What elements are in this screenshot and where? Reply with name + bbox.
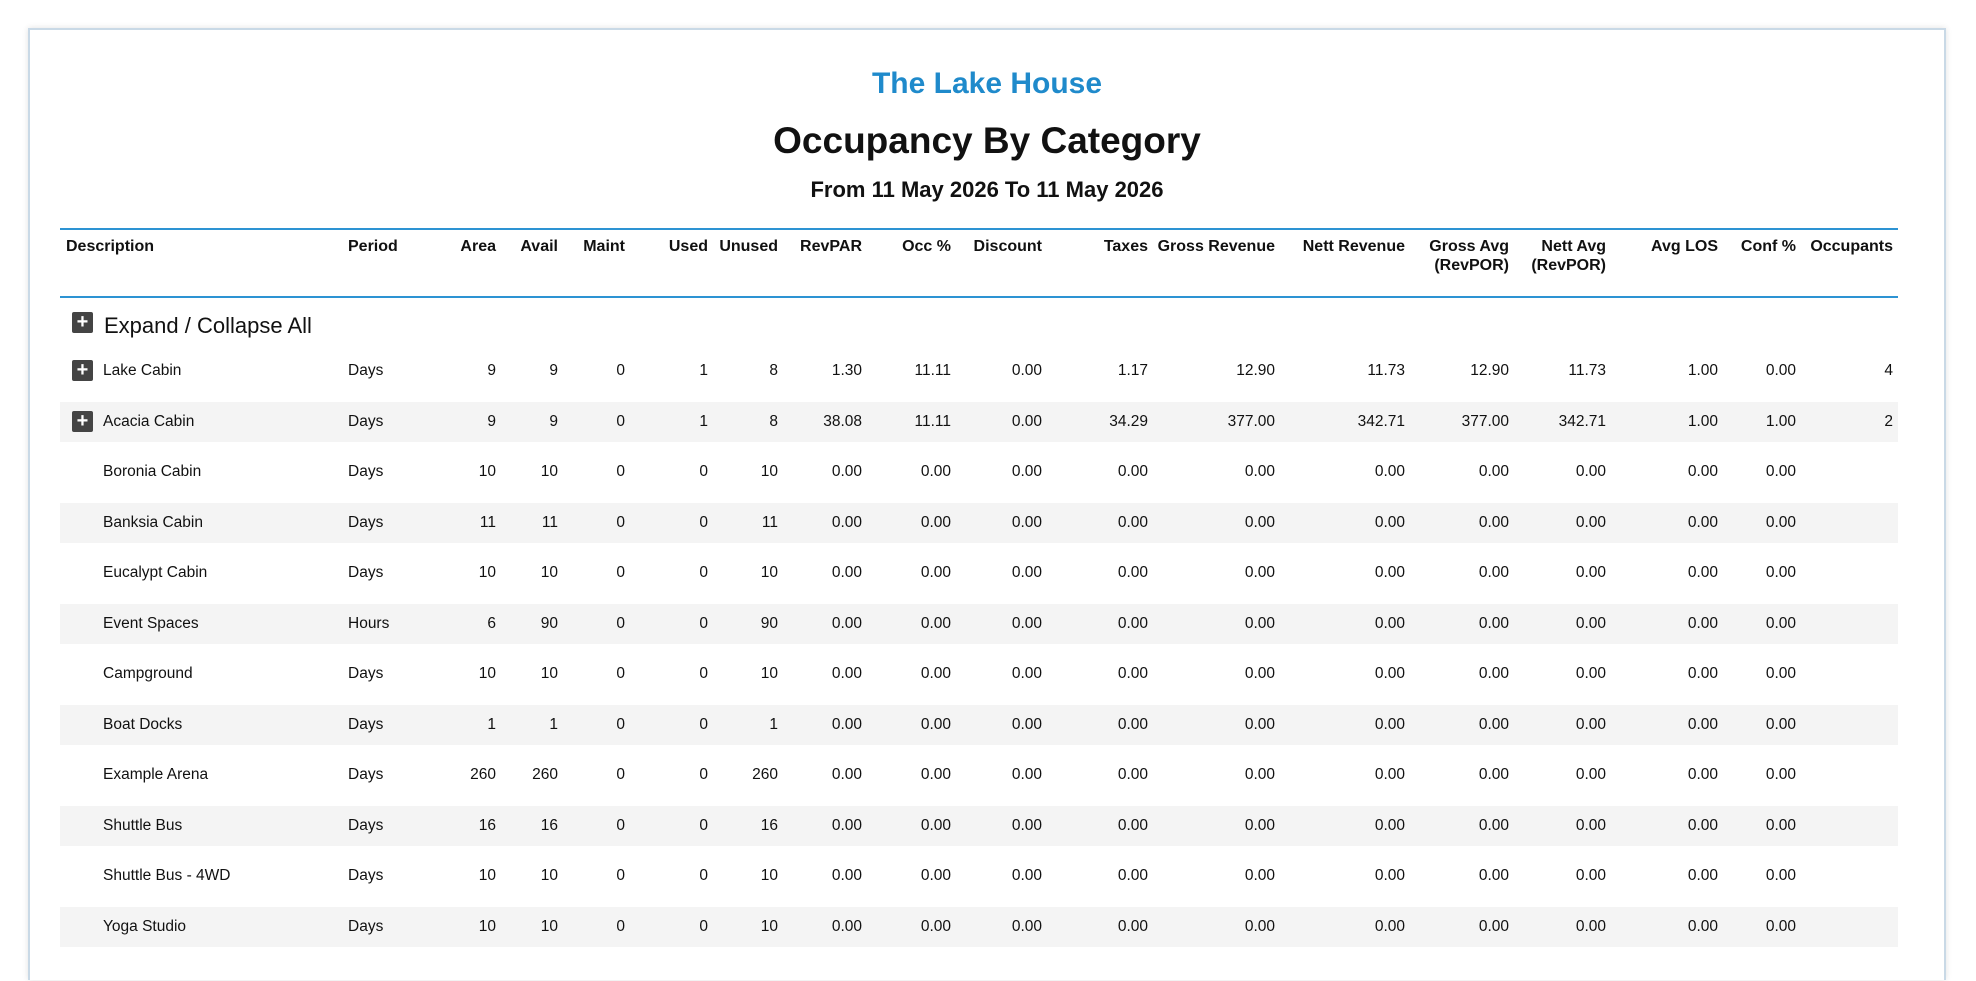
cell-conf: 0.00 bbox=[1765, 918, 1796, 935]
cell-description[interactable]: Lake Cabin bbox=[103, 362, 182, 379]
cell-maint: 0 bbox=[616, 413, 625, 430]
cell-gross-revenue: 0.00 bbox=[1244, 514, 1275, 531]
cell-gross-revenue: 12.90 bbox=[1236, 362, 1275, 379]
cell-conf: 0.00 bbox=[1765, 615, 1796, 632]
column-header-label: Maint bbox=[583, 238, 625, 255]
cell-nett-avg: 0.00 bbox=[1575, 564, 1606, 581]
cell-unused: 8 bbox=[769, 362, 778, 379]
cell-gross-revenue: 0.00 bbox=[1244, 716, 1275, 733]
cell-gross-revenue: 0.00 bbox=[1244, 665, 1275, 682]
column-header-gross-revenue bbox=[1158, 237, 1275, 256]
table-row bbox=[60, 705, 1898, 745]
cell-gross-revenue: 0.00 bbox=[1244, 817, 1275, 834]
cell-taxes: 0.00 bbox=[1117, 918, 1148, 935]
column-header-area bbox=[460, 237, 496, 256]
cell-nett-revenue: 0.00 bbox=[1374, 463, 1405, 480]
cell-area: 6 bbox=[487, 615, 496, 632]
cell-discount: 0.00 bbox=[1011, 665, 1042, 682]
cell-occ: 11.11 bbox=[914, 362, 951, 379]
cell-avg-los: 1.00 bbox=[1687, 362, 1718, 379]
table-row bbox=[60, 649, 1898, 700]
table-row bbox=[60, 851, 1898, 902]
cell-description: Shuttle Bus - 4WD bbox=[103, 867, 231, 884]
cell-maint: 0 bbox=[616, 918, 625, 935]
cell-used: 0 bbox=[699, 766, 708, 783]
table-row bbox=[60, 503, 1898, 543]
cell-occupants: 2 bbox=[1884, 413, 1893, 430]
cell-area: 9 bbox=[487, 413, 496, 430]
cell-discount: 0.00 bbox=[1011, 615, 1042, 632]
cell-gross-avg: 0.00 bbox=[1478, 514, 1509, 531]
cell-period: Days bbox=[348, 867, 384, 884]
cell-area: 260 bbox=[470, 766, 496, 783]
cell-discount: 0.00 bbox=[1011, 766, 1042, 783]
cell-gross-avg: 0.00 bbox=[1478, 918, 1509, 935]
cell-area: 10 bbox=[478, 918, 496, 935]
cell-avg-los: 0.00 bbox=[1687, 564, 1718, 581]
cell-avg-los: 0.00 bbox=[1687, 665, 1718, 682]
cell-occ: 0.00 bbox=[920, 564, 951, 581]
cell-discount: 0.00 bbox=[1011, 514, 1042, 531]
column-header-nett-avg bbox=[1531, 237, 1606, 275]
cell-unused: 90 bbox=[760, 615, 778, 632]
column-header-discount bbox=[974, 237, 1042, 256]
cell-taxes: 0.00 bbox=[1117, 665, 1148, 682]
table-row bbox=[60, 346, 1898, 397]
cell-nett-revenue: 11.73 bbox=[1367, 362, 1405, 379]
cell-used: 0 bbox=[699, 665, 708, 682]
cell-nett-revenue: 0.00 bbox=[1374, 918, 1405, 935]
column-header-period bbox=[348, 237, 398, 256]
cell-period: Days bbox=[348, 413, 384, 430]
expand-collapse-all-label[interactable]: Expand / Collapse All bbox=[104, 313, 312, 338]
cell-discount: 0.00 bbox=[1011, 362, 1042, 379]
cell-occ: 0.00 bbox=[920, 463, 951, 480]
cell-revpar: 0.00 bbox=[831, 867, 862, 884]
cell-avail: 10 bbox=[540, 564, 558, 581]
cell-avg-los: 0.00 bbox=[1687, 867, 1718, 884]
cell-discount: 0.00 bbox=[1011, 463, 1042, 480]
cell-maint: 0 bbox=[616, 514, 625, 531]
cell-taxes: 1.17 bbox=[1117, 362, 1148, 379]
column-header-label: Gross Revenue bbox=[1157, 238, 1275, 255]
table-row bbox=[60, 907, 1898, 947]
cell-period: Days bbox=[348, 665, 384, 682]
cell-gross-avg: 0.00 bbox=[1478, 766, 1509, 783]
cell-unused: 10 bbox=[760, 665, 778, 682]
cell-used: 0 bbox=[699, 514, 708, 531]
column-header-avail bbox=[520, 237, 558, 256]
expand-icon[interactable]: + bbox=[72, 312, 93, 333]
cell-revpar: 0.00 bbox=[831, 615, 862, 632]
cell-nett-avg: 11.73 bbox=[1568, 362, 1606, 379]
column-header-label: Conf % bbox=[1740, 238, 1796, 255]
cell-taxes: 0.00 bbox=[1117, 615, 1148, 632]
cell-description: Boat Docks bbox=[103, 716, 183, 733]
cell-avg-los: 0.00 bbox=[1687, 817, 1718, 834]
cell-maint: 0 bbox=[616, 817, 625, 834]
cell-gross-avg: 0.00 bbox=[1478, 867, 1509, 884]
cell-maint: 0 bbox=[616, 766, 625, 783]
cell-revpar: 0.00 bbox=[831, 716, 862, 733]
cell-avail: 90 bbox=[540, 615, 558, 632]
cell-avg-los: 0.00 bbox=[1687, 716, 1718, 733]
cell-nett-avg: 0.00 bbox=[1575, 817, 1606, 834]
cell-period: Days bbox=[348, 514, 384, 531]
column-header-occ bbox=[902, 237, 951, 256]
table-row bbox=[60, 604, 1898, 644]
cell-occ: 0.00 bbox=[920, 716, 951, 733]
cell-description: Shuttle Bus bbox=[103, 817, 183, 834]
cell-nett-revenue: 0.00 bbox=[1374, 766, 1405, 783]
column-header-label: Taxes bbox=[1103, 238, 1148, 255]
column-header-conf bbox=[1741, 237, 1796, 256]
cell-description: Eucalypt Cabin bbox=[103, 564, 208, 581]
cell-avail: 9 bbox=[549, 362, 558, 379]
cell-avg-los: 1.00 bbox=[1687, 413, 1718, 430]
column-header-label: Discount bbox=[973, 238, 1042, 255]
cell-maint: 0 bbox=[616, 615, 625, 632]
table-row bbox=[60, 750, 1898, 801]
cell-used: 0 bbox=[699, 564, 708, 581]
cell-discount: 0.00 bbox=[1011, 564, 1042, 581]
cell-taxes: 0.00 bbox=[1117, 766, 1148, 783]
cell-description: Banksia Cabin bbox=[103, 514, 203, 531]
report-title: Occupancy By Category bbox=[773, 120, 1201, 161]
column-header-maint bbox=[583, 237, 625, 256]
cell-gross-avg: 0.00 bbox=[1478, 716, 1509, 733]
cell-occ: 0.00 bbox=[920, 817, 951, 834]
cell-conf: 0.00 bbox=[1765, 716, 1796, 733]
column-header-label: Used bbox=[668, 238, 708, 255]
cell-revpar: 1.30 bbox=[831, 362, 862, 379]
cell-period: Days bbox=[348, 817, 384, 834]
cell-occ: 0.00 bbox=[920, 514, 951, 531]
cell-nett-avg: 0.00 bbox=[1575, 918, 1606, 935]
cell-taxes: 0.00 bbox=[1117, 514, 1148, 531]
cell-revpar: 0.00 bbox=[831, 817, 862, 834]
column-header-label: Occupants bbox=[1810, 238, 1893, 255]
column-header-unused bbox=[719, 237, 778, 256]
cell-nett-revenue: 0.00 bbox=[1374, 564, 1405, 581]
cell-taxes: 0.00 bbox=[1117, 564, 1148, 581]
cell-nett-avg: 342.71 bbox=[1558, 413, 1606, 430]
cell-conf: 0.00 bbox=[1765, 665, 1796, 682]
column-header-label: RevPAR bbox=[800, 238, 862, 255]
cell-unused: 10 bbox=[760, 463, 778, 480]
cell-conf: 1.00 bbox=[1765, 413, 1796, 430]
cell-revpar: 0.00 bbox=[831, 665, 862, 682]
table-body bbox=[60, 346, 1898, 947]
column-header-label: Area bbox=[460, 238, 496, 255]
cell-maint: 0 bbox=[616, 362, 625, 379]
column-header-label: Period bbox=[348, 238, 398, 255]
cell-conf: 0.00 bbox=[1765, 362, 1796, 379]
cell-occ: 0.00 bbox=[920, 766, 951, 783]
cell-nett-avg: 0.00 bbox=[1575, 514, 1606, 531]
cell-discount: 0.00 bbox=[1011, 817, 1042, 834]
column-header-label: Gross Avg bbox=[1429, 238, 1509, 255]
cell-gross-revenue: 0.00 bbox=[1244, 867, 1275, 884]
cell-gross-avg: 0.00 bbox=[1478, 463, 1509, 480]
cell-discount: 0.00 bbox=[1011, 413, 1042, 430]
expand-collapse-all[interactable] bbox=[60, 298, 1898, 346]
table-row bbox=[60, 806, 1898, 846]
table-header bbox=[60, 228, 1898, 298]
cell-avail: 1 bbox=[549, 716, 558, 733]
cell-avg-los: 0.00 bbox=[1687, 615, 1718, 632]
cell-avail: 10 bbox=[540, 918, 558, 935]
property-name: The Lake House bbox=[871, 67, 1103, 100]
cell-revpar: 0.00 bbox=[831, 514, 862, 531]
cell-gross-avg: 377.00 bbox=[1461, 413, 1509, 430]
cell-occ: 0.00 bbox=[920, 867, 951, 884]
cell-nett-revenue: 0.00 bbox=[1374, 716, 1405, 733]
cell-description: Boronia Cabin bbox=[103, 463, 202, 480]
cell-period: Days bbox=[348, 362, 384, 379]
expand-row-icon[interactable]: + bbox=[72, 360, 93, 381]
cell-area: 16 bbox=[478, 817, 496, 834]
column-header-label: Description bbox=[66, 238, 155, 255]
cell-avg-los: 0.00 bbox=[1687, 514, 1718, 531]
cell-gross-revenue: 0.00 bbox=[1244, 918, 1275, 935]
column-header-label: Avg LOS bbox=[1651, 238, 1718, 255]
column-header-label: Nett Revenue bbox=[1302, 238, 1405, 255]
cell-gross-revenue: 0.00 bbox=[1244, 615, 1275, 632]
column-header-taxes bbox=[1104, 237, 1148, 256]
expand-row-icon[interactable]: + bbox=[72, 411, 93, 432]
cell-gross-avg: 0.00 bbox=[1478, 665, 1509, 682]
cell-description: Event Spaces bbox=[103, 615, 199, 632]
cell-nett-revenue: 0.00 bbox=[1374, 867, 1405, 884]
column-header-avg-los bbox=[1651, 237, 1718, 256]
cell-conf: 0.00 bbox=[1765, 463, 1796, 480]
cell-area: 10 bbox=[478, 463, 496, 480]
cell-gross-avg: 0.00 bbox=[1478, 817, 1509, 834]
column-header-label: Avail bbox=[520, 238, 558, 255]
cell-revpar: 0.00 bbox=[831, 463, 862, 480]
cell-avail: 10 bbox=[540, 665, 558, 682]
cell-gross-avg: 0.00 bbox=[1478, 564, 1509, 581]
cell-occ: 11.11 bbox=[914, 413, 951, 430]
column-header-label: Unused bbox=[719, 238, 778, 255]
cell-period: Days bbox=[348, 716, 384, 733]
cell-area: 11 bbox=[479, 514, 496, 531]
cell-conf: 0.00 bbox=[1765, 564, 1796, 581]
column-header-revpar bbox=[800, 237, 862, 256]
cell-nett-avg: 0.00 bbox=[1575, 665, 1606, 682]
column-header-occupants bbox=[1810, 237, 1893, 256]
column-header-description bbox=[66, 237, 154, 256]
cell-area: 9 bbox=[487, 362, 496, 379]
cell-nett-avg: 0.00 bbox=[1575, 766, 1606, 783]
cell-avail: 9 bbox=[549, 413, 558, 430]
cell-occ: 0.00 bbox=[920, 665, 951, 682]
cell-period: Days bbox=[348, 564, 384, 581]
cell-conf: 0.00 bbox=[1765, 817, 1796, 834]
date-range: From 11 May 2026 To 11 May 2026 bbox=[810, 177, 1164, 202]
cell-maint: 0 bbox=[616, 463, 625, 480]
occupancy-table bbox=[60, 228, 1898, 952]
cell-occupants: 4 bbox=[1884, 362, 1893, 379]
cell-period: Days bbox=[348, 918, 384, 935]
cell-maint: 0 bbox=[616, 867, 625, 884]
cell-area: 10 bbox=[478, 564, 496, 581]
column-header-nett-revenue bbox=[1303, 237, 1405, 256]
cell-discount: 0.00 bbox=[1011, 867, 1042, 884]
cell-area: 10 bbox=[478, 665, 496, 682]
cell-used: 0 bbox=[699, 918, 708, 935]
cell-occ: 0.00 bbox=[920, 918, 951, 935]
cell-nett-revenue: 342.71 bbox=[1357, 413, 1405, 430]
cell-gross-revenue: 377.00 bbox=[1227, 413, 1275, 430]
cell-taxes: 0.00 bbox=[1117, 817, 1148, 834]
cell-avail: 16 bbox=[540, 817, 558, 834]
column-header-label: Occ % bbox=[902, 238, 951, 255]
cell-area: 10 bbox=[478, 867, 496, 884]
cell-gross-revenue: 0.00 bbox=[1244, 766, 1275, 783]
cell-avail: 260 bbox=[532, 766, 558, 783]
cell-gross-revenue: 0.00 bbox=[1244, 564, 1275, 581]
cell-nett-avg: 0.00 bbox=[1575, 615, 1606, 632]
cell-avail: 10 bbox=[540, 463, 558, 480]
cell-taxes: 0.00 bbox=[1117, 463, 1148, 480]
cell-used: 1 bbox=[699, 413, 708, 430]
cell-maint: 0 bbox=[616, 665, 625, 682]
cell-avg-los: 0.00 bbox=[1687, 766, 1718, 783]
cell-unused: 8 bbox=[769, 413, 778, 430]
cell-description: Yoga Studio bbox=[103, 918, 187, 935]
cell-discount: 0.00 bbox=[1011, 716, 1042, 733]
column-header-sublabel: (RevPOR) bbox=[1434, 257, 1509, 274]
table-row bbox=[60, 447, 1898, 498]
cell-gross-avg: 0.00 bbox=[1478, 615, 1509, 632]
cell-gross-avg: 12.90 bbox=[1470, 362, 1509, 379]
cell-revpar: 0.00 bbox=[831, 766, 862, 783]
cell-description: Campground bbox=[103, 665, 193, 682]
cell-taxes: 0.00 bbox=[1117, 867, 1148, 884]
cell-discount: 0.00 bbox=[1011, 918, 1042, 935]
cell-description: Example Arena bbox=[103, 766, 209, 783]
cell-nett-avg: 0.00 bbox=[1575, 716, 1606, 733]
cell-used: 0 bbox=[699, 716, 708, 733]
cell-nett-avg: 0.00 bbox=[1575, 463, 1606, 480]
column-header-used bbox=[669, 237, 708, 256]
cell-nett-revenue: 0.00 bbox=[1374, 514, 1405, 531]
column-header-sublabel: (RevPOR) bbox=[1531, 257, 1606, 274]
cell-period: Days bbox=[348, 463, 384, 480]
cell-unused: 16 bbox=[760, 817, 778, 834]
cell-unused: 10 bbox=[760, 867, 778, 884]
table-row bbox=[60, 402, 1898, 442]
cell-unused: 260 bbox=[752, 766, 778, 783]
column-header-gross-avg bbox=[1429, 237, 1509, 275]
cell-used: 1 bbox=[699, 362, 708, 379]
cell-occ: 0.00 bbox=[920, 615, 951, 632]
cell-nett-revenue: 0.00 bbox=[1374, 615, 1405, 632]
cell-unused: 10 bbox=[760, 918, 778, 935]
cell-nett-revenue: 0.00 bbox=[1374, 665, 1405, 682]
cell-avail: 11 bbox=[541, 514, 558, 531]
cell-unused: 1 bbox=[769, 716, 778, 733]
cell-area: 1 bbox=[487, 716, 496, 733]
cell-description[interactable]: Acacia Cabin bbox=[103, 413, 195, 430]
cell-conf: 0.00 bbox=[1765, 514, 1796, 531]
cell-used: 0 bbox=[699, 615, 708, 632]
cell-used: 0 bbox=[699, 463, 708, 480]
cell-period: Hours bbox=[348, 615, 390, 632]
cell-conf: 0.00 bbox=[1765, 766, 1796, 783]
column-header-label: Nett Avg bbox=[1541, 238, 1606, 255]
cell-conf: 0.00 bbox=[1765, 867, 1796, 884]
cell-used: 0 bbox=[699, 817, 708, 834]
cell-taxes: 0.00 bbox=[1117, 716, 1148, 733]
cell-revpar: 0.00 bbox=[831, 564, 862, 581]
cell-maint: 0 bbox=[616, 716, 625, 733]
cell-revpar: 38.08 bbox=[823, 413, 862, 430]
cell-unused: 11 bbox=[761, 514, 778, 531]
cell-unused: 10 bbox=[760, 564, 778, 581]
cell-gross-revenue: 0.00 bbox=[1244, 463, 1275, 480]
table-row bbox=[60, 548, 1898, 599]
cell-revpar: 0.00 bbox=[831, 918, 862, 935]
cell-avg-los: 0.00 bbox=[1687, 918, 1718, 935]
cell-maint: 0 bbox=[616, 564, 625, 581]
cell-nett-revenue: 0.00 bbox=[1374, 817, 1405, 834]
cell-used: 0 bbox=[699, 867, 708, 884]
cell-avail: 10 bbox=[540, 867, 558, 884]
cell-period: Days bbox=[348, 766, 384, 783]
report-page bbox=[28, 28, 1946, 980]
cell-taxes: 34.29 bbox=[1109, 413, 1148, 430]
cell-avg-los: 0.00 bbox=[1687, 463, 1718, 480]
cell-nett-avg: 0.00 bbox=[1575, 867, 1606, 884]
